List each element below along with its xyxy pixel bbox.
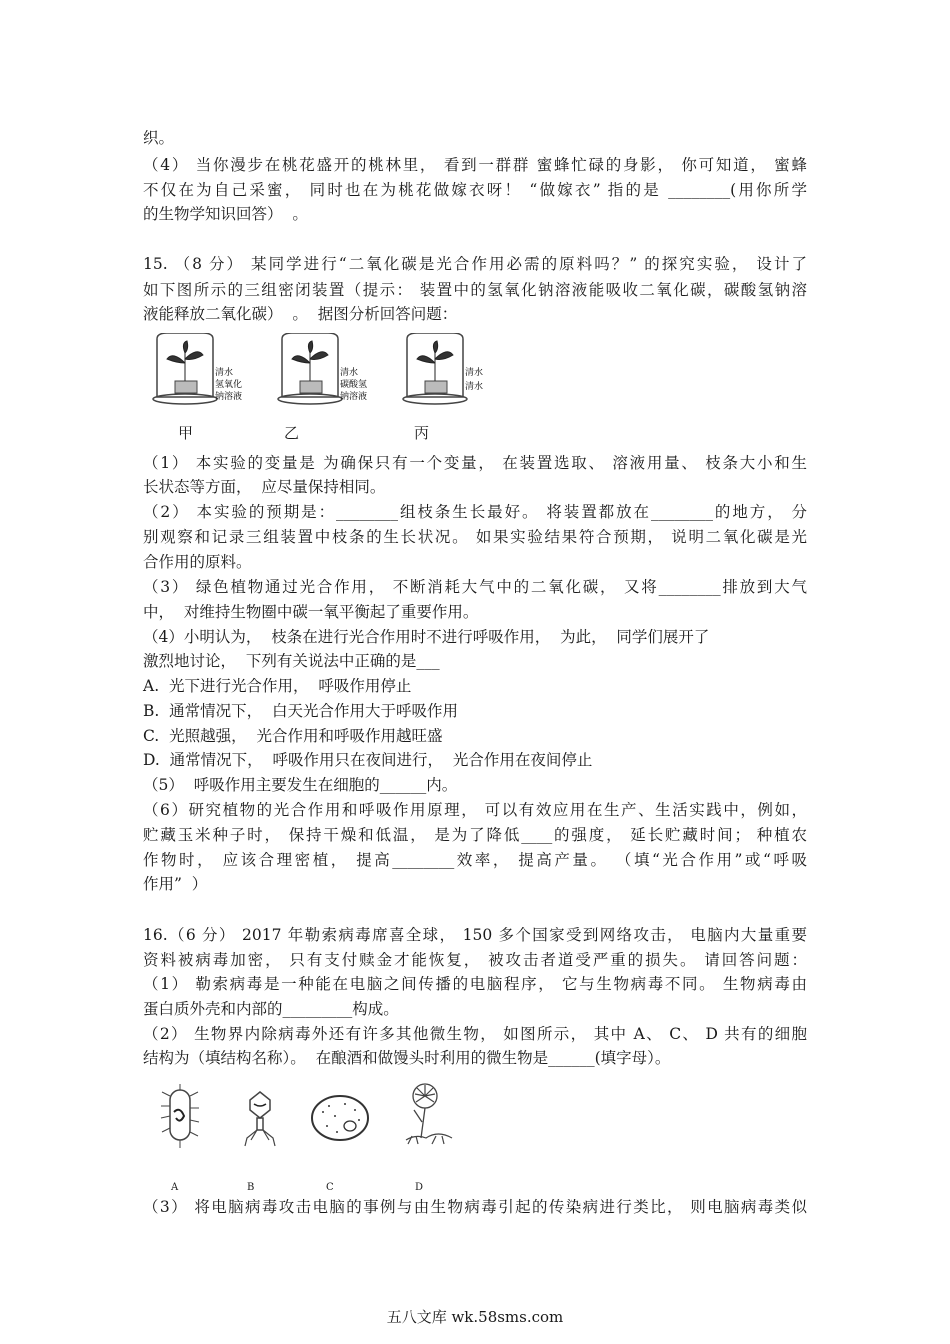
experiment-jars-figure <box>143 333 503 413</box>
microbe-d-mold <box>406 1084 452 1144</box>
text-line: （3） 绿色植物通过光合作用， 不断消耗大气中的二氧化碳， 又将________排放到大气 <box>143 578 807 596</box>
jar-2 <box>278 333 367 404</box>
jar-3-label-2: 清水 <box>465 382 484 392</box>
jar-1 <box>153 333 242 404</box>
jar-3 <box>403 333 483 404</box>
jar-1-label-2: 氢氧化 <box>215 380 243 390</box>
jar-caption-jia: 甲 <box>178 424 194 442</box>
microbe-c-yeast <box>312 1096 368 1140</box>
text-line: 作物时， 应该合理密植， 提高________效率， 提高产量。 （填“光合作用”或“呼吸 <box>143 851 807 869</box>
microbe-caption-a: A <box>171 1182 179 1193</box>
text-line: 长状态等方面， 应尽量保持相同。 <box>143 478 386 496</box>
text-line: 资料被病毒加密， 只有支付赎金才能恢复， 被攻击者道受严重的损失。 请回答问题： <box>143 951 807 969</box>
option-b: B. 通常情况下， 白天光合作用大于呼吸作用 <box>143 702 459 720</box>
microbe-caption-d: D <box>415 1182 424 1193</box>
page-footer: 五八文库 wk.58sms.com <box>386 1308 564 1326</box>
text-line: 贮藏玉米种子时， 保持干燥和低温， 是为了降低____的强度， 延长贮藏时间； 种植农 <box>143 826 807 844</box>
text-line: 作用” ） <box>143 875 208 893</box>
text-line: （4）小明认为， 枝条在进行光合作用时不进行呼吸作用， 为此， 同学们展开了 <box>143 628 710 646</box>
text-line: 蛋白质外壳和内部的_________构成。 <box>143 1000 399 1018</box>
text-line: 别观察和记录三组装置中枝条的生长状况。 如果实验结果符合预期， 说明二氧化碳是光 <box>143 528 807 546</box>
microbe-a-bacterium <box>161 1084 199 1148</box>
text-line: （2） 本实验的预期是：________组枝条生长最好。 将装置都放在________的地方， 分 <box>143 503 807 521</box>
microbe-b-virus <box>245 1092 275 1146</box>
jar-caption-bing: 丙 <box>414 424 430 442</box>
text-line: （1） 勒索病毒是一种能在电脑之间传播的电脑程序， 它与生物病毒不同。 生物病毒由 <box>143 975 807 993</box>
text-line: 激烈地讨论， 下列有关说法中正确的是___ <box>143 652 440 670</box>
microbes-figure <box>150 1082 480 1152</box>
jar-2-label-2: 碳酸氢 <box>340 380 368 390</box>
text-line: 结构为（填结构名称）。 在酿酒和做馒头时利用的微生物是______(填字母）。 <box>143 1049 671 1067</box>
option-d: D. 通常情况下， 呼吸作用只在夜间进行， 光合作用在夜间停止 <box>143 751 593 769</box>
text-line: （1） 本实验的变量是 为确保只有一个变量， 在装置选取、 溶液用量、 枝条大小和生 <box>143 454 807 472</box>
text-line: （4） 当你漫步在桃花盛开的桃林里， 看到一群群 蜜蜂忙碌的身影， 你可知道， 蜜蜂 <box>143 156 807 174</box>
microbe-caption-b: B <box>247 1182 255 1193</box>
option-a: A. 光下进行光合作用， 呼吸作用停止 <box>143 677 412 695</box>
jar-1-label-3: 钠溶液 <box>215 392 243 402</box>
microbe-caption-c: C <box>326 1182 334 1193</box>
text-line: 如下图所示的三组密闭装置（提示： 装置中的氢氧化钠溶液能吸收二氧化碳，碳酸氢钠溶 <box>143 281 807 299</box>
jar-1-label-1: 清水 <box>215 368 234 378</box>
jar-2-label-3: 钠溶液 <box>340 392 368 402</box>
text-line: 织。 <box>143 129 175 147</box>
text-line: （2） 生物界内除病毒外还有许多其他微生物， 如图所示， 其中 A、 C、 D 共有的细胞 <box>143 1025 807 1043</box>
text-line: （5） 呼吸作用主要发生在细胞的______内。 <box>143 776 458 794</box>
jar-2-label-1: 清水 <box>340 368 359 378</box>
question-15-header: 15. （8 分） 某同学进行“二氧化碳是光合作用必需的原料吗？” 的探究实验， 设计了 <box>143 255 807 273</box>
text-line: 合作用的原料。 <box>143 553 252 571</box>
text-line: （6）研究植物的光合作用和呼吸作用原理， 可以有效应用在生产、生活实践中，例如， <box>143 801 807 819</box>
text-line: 的生物学知识回答） 。 <box>143 205 308 223</box>
text-line: （3） 将电脑病毒攻击电脑的事例与由生物病毒引起的传染病进行类比， 则电脑病毒类似 <box>143 1198 807 1216</box>
text-line: 液能释放二氧化碳） 。 据图分析回答问题： <box>143 305 458 323</box>
question-16-header: 16.（6 分） 2017 年勒索病毒席喜全球， 150 多个国家受到网络攻击， 电脑内大量重要 <box>143 926 807 944</box>
text-line: 中， 对维持生物圈中碳一氧平衡起了重要作用。 <box>143 603 479 621</box>
option-c: C. 光照越强， 光合作用和呼吸作用越旺盛 <box>143 727 443 745</box>
text-line: 不仅在为自己采蜜， 同时也在为桃花做嫁衣呀！ “做嫁衣” 指的是 ________(用你所学 <box>143 181 807 199</box>
jar-caption-yi: 乙 <box>284 424 300 442</box>
jar-3-label-1: 清水 <box>465 368 484 378</box>
